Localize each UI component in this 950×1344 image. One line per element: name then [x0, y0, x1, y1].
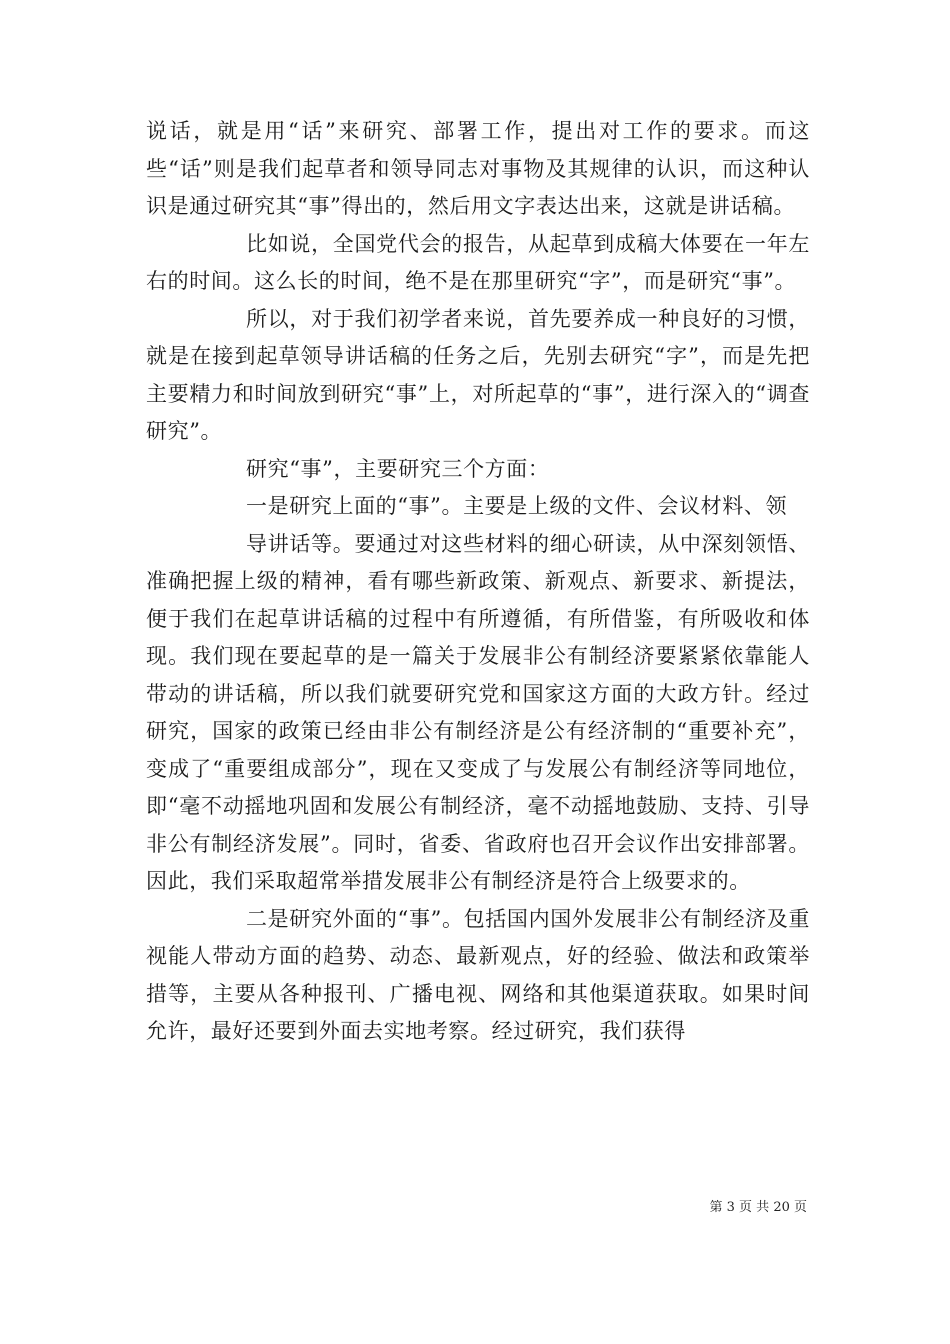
paragraph-first-aspect-heading: 一是研究上面的“事”。主要是上级的文件、会议材料、领 [246, 494, 788, 518]
paragraph-party-congress: 比如说，全国党代会的报告，从起草到成稿大体要在一年左右的时间。这么长的时间，绝不是在那里研究“字”，而是研究“事”。 [146, 231, 810, 293]
page-number: 第 3 页 共 20 页 [709, 1200, 807, 1215]
document-body [146, 113, 810, 1051]
paragraph-second-aspect: 二是研究外面的“事”。包括国内国外发展非公有制经济及重视能人带动方面的趋势、动态、最新观点，好的经验、做法和政策举措等，主要从各种报刊、广播电视、网络和其他渠道获取。如果时间允许，最好还要到外面去实地考察。经过研究，我们获得 [146, 906, 810, 1043]
paragraph-first-aspect-body: 导讲话等。要通过对这些材料的细心研读，从中深刻领悟、准确把握上级的精神，看有哪些新政策、新观点、新要求、新提法，便于我们在起草讲话稿的过程中有所遵循，有所借鉴，有所吸收和体现。我们现在要起草的是一篇关于发展非公有制经济要紧紧依靠能人带动的讲话稿，所以我们就要研究党和国家这方面的大政方针。经过研究，国家的政策已经由非公有制经济是公有经济制的“重要补充”，变成了“重要组成部分”，现在又变成了与发展公有制经济等同地位，即“毫不动摇地巩固和发展公有制经济，毫不动摇地鼓励、支持、引导非公有制经济发展”。同时，省委、省政府也召开会议作出安排部署。因此，我们采取超常举措发展非公有制经济是符合上级要求的。 [146, 531, 810, 893]
paragraph-habit: 所以，对于我们初学者来说，首先要养成一种良好的习惯，就是在接到起草领导讲话稿的任务之后，先别去研究“字”，而是先把主要精力和时间放到研究“事”上，对所起草的“事”，进行深入的“调查研究”。 [146, 306, 810, 443]
paragraph-three-aspects: 研究“事”，主要研究三个方面： [246, 456, 550, 481]
paragraph-intro: 说话，就是用“话”来研究、部署工作，提出对工作的要求。而这些“话”则是我们起草者和领导同志对事物及其规律的认识，而这种认识是通过研究其“事”得出的，然后用文字表达出来，这就是讲话稿。 [146, 119, 810, 218]
